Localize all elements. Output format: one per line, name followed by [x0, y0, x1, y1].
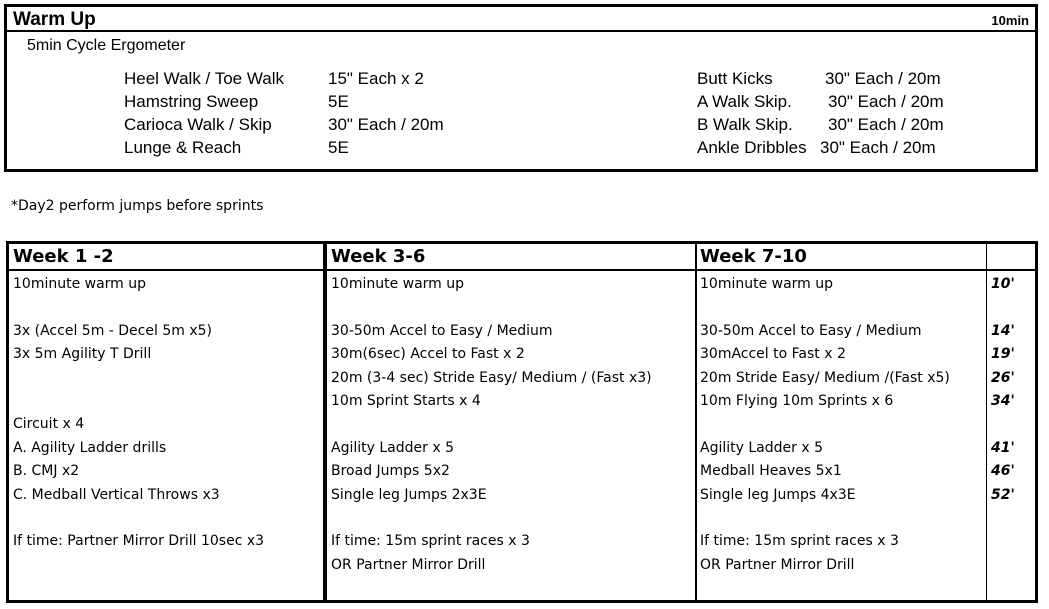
week-1-2-cell: 10minute warm up: [13, 276, 147, 292]
header-week-7-10: Week 7-10: [700, 246, 807, 267]
week-7-10-cell: 10minute warm up: [700, 276, 834, 292]
schedule-table: [6, 241, 1038, 603]
warmup-exercise: A Walk Skip.: [697, 92, 792, 111]
week-3-6-cell: Broad Jumps 5x2: [331, 463, 450, 479]
warmup-exercise: Carioca Walk / Skip: [124, 115, 272, 134]
week-7-10-cell: If time: 15m sprint races x 3: [700, 533, 899, 549]
time-cell: 14': [991, 323, 1015, 339]
warmup-dose: 30" Each / 20m: [820, 138, 936, 157]
time-cell: 10': [991, 276, 1015, 292]
warmup-box: [4, 4, 1038, 172]
warmup-duration: 10min: [991, 13, 1029, 28]
week-7-10-cell: Agility Ladder x 5: [700, 440, 823, 456]
column-divider: [695, 244, 697, 600]
warmup-dose: 5E: [328, 92, 349, 111]
warmup-dose: 15" Each x 2: [328, 69, 424, 88]
week-3-6-cell: Agility Ladder x 5: [331, 440, 454, 456]
week-3-6-cell: 10m Sprint Starts x 4: [331, 393, 481, 409]
week-1-2-cell: B. CMJ x2: [13, 463, 80, 479]
column-divider: [986, 244, 987, 600]
week-3-6-cell: 20m (3-4 sec) Stride Easy/ Medium / (Fast x3): [331, 370, 652, 386]
time-cell: 41': [991, 440, 1015, 456]
week-3-6-cell: Single leg Jumps 2x3E: [331, 487, 487, 503]
warmup-dose: 30" Each / 20m: [328, 115, 444, 134]
header-week-3-6: Week 3-6: [331, 246, 426, 267]
warmup-dose: 30" Each / 20m: [828, 115, 944, 134]
time-cell: 46': [991, 463, 1015, 479]
week-1-2-cell: 3x (Accel 5m - Decel 5m x5): [13, 323, 212, 339]
week-1-2-cell: 3x 5m Agility T Drill: [13, 346, 152, 362]
week-7-10-cell: Medball Heaves 5x1: [700, 463, 842, 479]
warmup-exercise: Ankle Dribbles: [697, 138, 807, 157]
warmup-exercise: Lunge & Reach: [124, 138, 242, 157]
warmup-exercise: Hamstring Sweep: [124, 92, 259, 111]
week-3-6-cell: If time: 15m sprint races x 3: [331, 533, 530, 549]
week-3-6-cell: 10minute warm up: [331, 276, 465, 292]
week-7-10-cell: 30mAccel to Fast x 2: [700, 346, 846, 362]
week-7-10-cell: 30-50m Accel to Easy / Medium: [700, 323, 922, 339]
week-3-6-cell: 30-50m Accel to Easy / Medium: [331, 323, 553, 339]
week-3-6-cell: 30m(6sec) Accel to Fast x 2: [331, 346, 525, 362]
warmup-dose: 5E: [328, 138, 349, 157]
warmup-header: [7, 7, 1035, 32]
time-cell: 19': [991, 346, 1015, 362]
week-1-2-cell: If time: Partner Mirror Drill 10sec x3: [13, 533, 265, 549]
week-1-2-cell: A. Agility Ladder drills: [13, 440, 167, 456]
note-text: *Day2 perform jumps before sprints: [11, 198, 264, 214]
warmup-dose: 30" Each / 20m: [828, 92, 944, 111]
column-divider: [323, 244, 327, 600]
week-3-6-cell: OR Partner Mirror Drill: [331, 557, 486, 573]
time-cell: 26': [991, 370, 1015, 386]
warmup-title: Warm Up: [13, 9, 96, 30]
warmup-exercise: B Walk Skip.: [697, 115, 793, 134]
header-week-1-2: Week 1 -2: [13, 246, 114, 267]
warmup-exercise: Butt Kicks: [697, 69, 773, 88]
week-1-2-cell: Circuit x 4: [13, 416, 85, 432]
time-cell: 52': [991, 487, 1015, 503]
week-1-2-cell: C. Medball Vertical Throws x3: [13, 487, 220, 503]
week-7-10-cell: Single leg Jumps 4x3E: [700, 487, 856, 503]
warmup-subtitle: 5min Cycle Ergometer: [27, 37, 186, 54]
time-cell: 34': [991, 393, 1015, 409]
warmup-exercise: Heel Walk / Toe Walk: [124, 69, 284, 88]
week-7-10-cell: 20m Stride Easy/ Medium /(Fast x5): [700, 370, 950, 386]
header-divider: [9, 269, 1035, 271]
week-7-10-cell: 10m Flying 10m Sprints x 6: [700, 393, 894, 409]
warmup-dose: 30" Each / 20m: [825, 69, 941, 88]
week-7-10-cell: OR Partner Mirror Drill: [700, 557, 855, 573]
